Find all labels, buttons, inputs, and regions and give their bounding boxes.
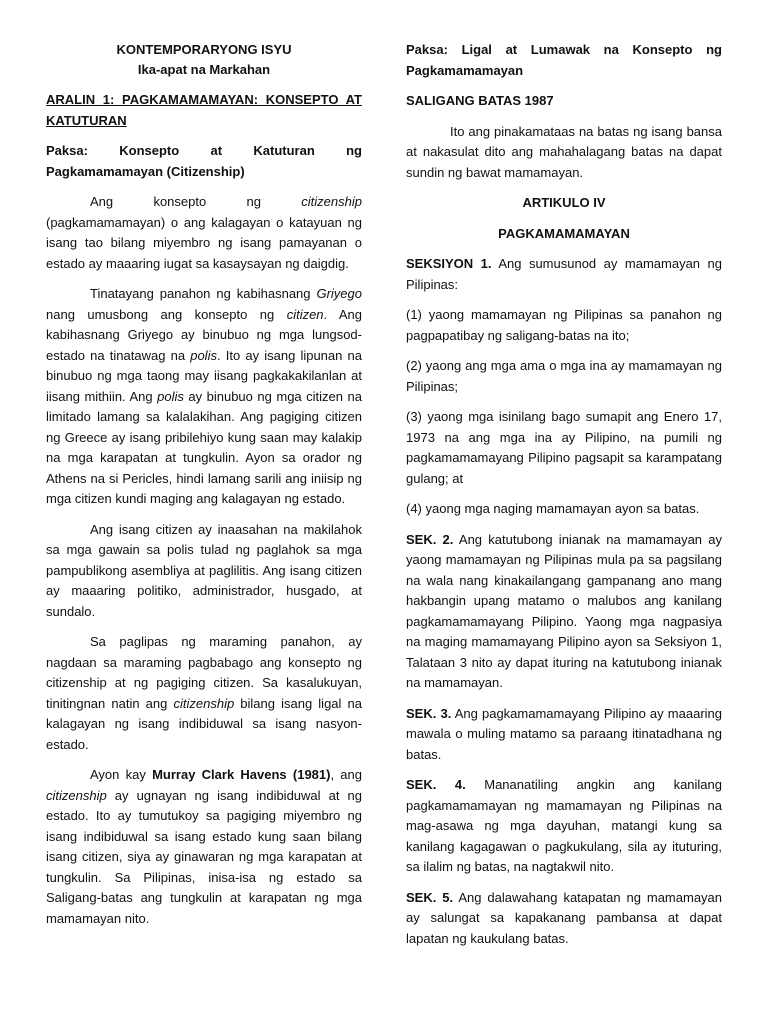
right-column xyxy=(406,40,722,959)
section-4: SEK. 4. Mananatiling angkin ang kanilang pagkamamamayan ng mamamayan ng Pilipinas na mag-asawa ng mga dayuhan, matangi kung sa kanilang kagagawan o pagkukulang, sila ay ituturing, sa ilalim ng batas, na nagtakwil nito. xyxy=(406,777,722,874)
document-header xyxy=(46,40,362,80)
left-column xyxy=(46,40,362,939)
section-1-item-3: (3) yaong mga isinilang bago sumapit ang Enero 17, 1973 na ang mga ina ay Pilipino, na pumili ng pagkamamamayang Pilipino pagsapit sa karampatang gulang; at xyxy=(406,409,722,486)
paragraph-4: Sa paglipas ng maraming panahon, ay nagdaan sa maraming pagbabago ang konsepto ng citizenship at ng pagiging citizen. Sa kasalukuyan, tinitingnan natin ang citizenship bilang isang ligal na kalagayan ng isang indibiduwal sa isang nasyon-estado. xyxy=(46,634,362,752)
section-2: SEK. 2. Ang katutubong inianak na mamamayan ay yaong mamamayan ng Pilipinas mula pa sa pagsilang na wala nang kinakailangang gampanang ano mang hakbangin upang matamo o malubos ang kanilang pagkamamamayang Pilipino. Yaong mga nagpasiya na maging mamamayang Pilipino ayon sa Seksiyon 1, Talataan 3 nito ay dapat ituring na katutubong inianak na mamamayan. xyxy=(406,531,722,690)
section-1-item-4: (4) yaong mga naging mamamayan ayon sa batas. xyxy=(406,501,700,516)
document-title: KONTEMPORARYONG ISYU xyxy=(116,42,292,57)
section-5: SEK. 5. Ang dalawahang katapatan ng mamamayan ay salungat sa kapakanang pambansa at dapat lapatan ng kaukulang batas. xyxy=(406,889,723,946)
section-1-item-1: (1) yaong mamamayan ng Pilipinas sa panahon ng pagpapatibay ng saligang-batas na ito; xyxy=(406,307,722,343)
constitution-intro: Ito ang pinakamataas na batas ng isang bansa at nakasulat dito ang mahahalagang batas na dapat sundin ng bawat mamamayan. xyxy=(406,123,722,180)
paragraph-5: Ayon kay Murray Clark Havens (1981), ang citizenship ay ugnayan ng isang indibiduwal at ng estado. Ito ay tumutukoy sa pagiging miyembro ng isang indibiduwal sa isang estado kung saan bilang isang citizen, siya ay ginawaran ng mga karapatan at tungkulin. Sa Pilipinas, inisa-isa ng estado sa Saligang-batas ang tungkulin at karapatan ng mga mamamayan nito. xyxy=(46,767,362,926)
article-number: ARTIKULO IV xyxy=(522,195,606,210)
constitution-heading: SALIGANG BATAS 1987 xyxy=(406,93,554,108)
document-subtitle: Ika-apat na Markahan xyxy=(137,62,271,77)
section-1-item-2: (2) yaong ang mga ama o mga ina ay mamamayan ng Pilipinas; xyxy=(406,358,722,394)
topic-right: Paksa: Ligal at Lumawak na Konsepto ng Pagkamamamayan xyxy=(406,42,722,78)
paragraph-1: Ang konsepto ng citizenship (pagkamamamayan) o ang kalagayan o katayuan ng isang tao bilang miyembro ng isang pamayanan o estado ay maaaring iugat sa kasaysayan ng daigdig. xyxy=(46,194,362,271)
lesson-title: ARALIN 1: PAGKAMAMAMAYAN: KONSEPTO AT KATUTURAN xyxy=(46,92,362,128)
section-3: SEK. 3. Ang pagkamamamayang Pilipino ay maaaring mawala o muling matamo sa paraang itinatadhana ng batas. xyxy=(406,705,722,762)
section-1: SEKSIYON 1. Ang sumusunod ay mamamayan ng Pilipinas: xyxy=(406,256,722,292)
paragraph-3: Ang isang citizen ay inaasahan na makilahok sa mga gawain sa polis tulad ng paglahok sa mga pampublikong asembliya at paglilitis. Ang isang citizen ay maaaring politiko, administrador, husgado, at sundalo. xyxy=(46,521,362,619)
article-title: PAGKAMAMAMAYAN xyxy=(498,225,630,241)
paragraph-2: Tinatayang panahon ng kabihasnang Griyego nang umusbong ang konsepto ng citizen. Ang kabihasnang Griyego ay binubuo ng mga lungsod-estado na tinatawag na polis. Ito ay isang lipunan na binubuo ng mga taong may iisang pagkakakilanlan at iisang mithiin. Ang polis ay binubuo ng mga citizen na limitado lamang sa kalalakihan. Ang pagiging citizen ng Greece ay isang pribilehiyo kung saan may kalakip na mga karapatan at tungkulin. Ayon sa orador ng Athens na si Pericles, hindi lamang sarili ang iniisip ng mga citizen kundi maging ang kalagayan ng estado. xyxy=(46,286,362,506)
topic-left: Paksa: Konsepto at Katuturan ng Pagkamamamayan (Citizenship) xyxy=(46,143,362,179)
